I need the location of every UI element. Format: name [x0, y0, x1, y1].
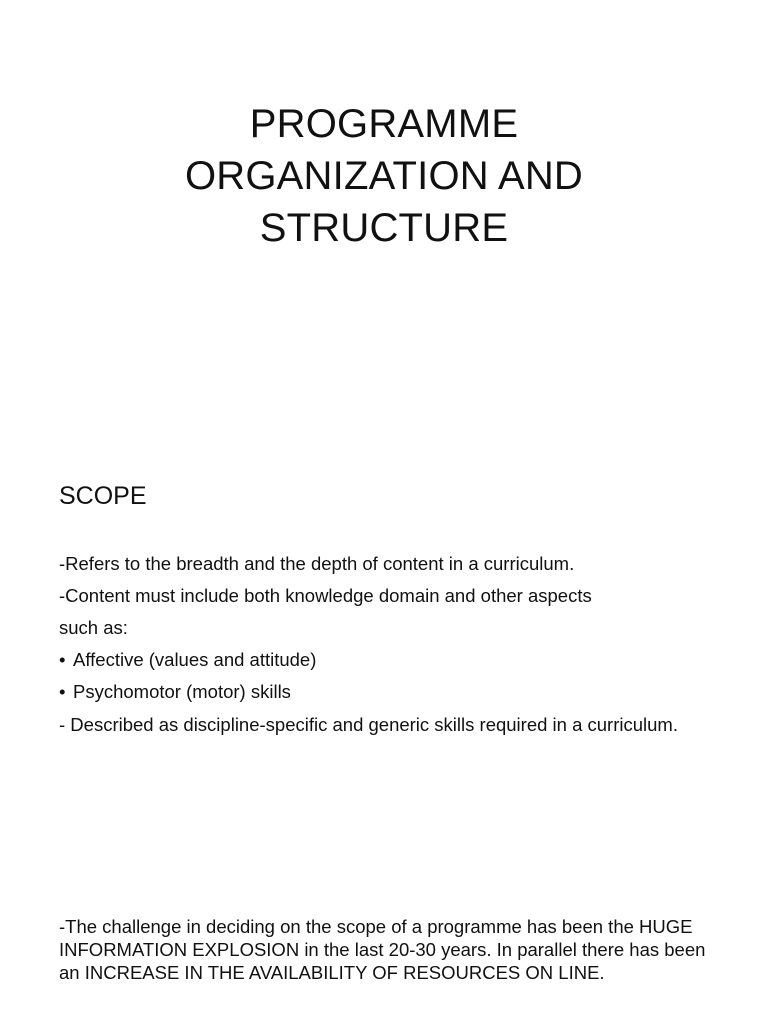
scope-body [59, 548, 709, 736]
scope-definition-line: -Refers to the breadth and the depth of content in a curriculum. [59, 553, 575, 574]
page-title [0, 98, 768, 254]
bullet-item-psychomotor [59, 676, 709, 708]
bullet-text: Psychomotor (motor) skills [73, 681, 291, 702]
bullet-item-affective [59, 644, 709, 676]
title-line-1: PROGRAMME [249, 102, 519, 146]
challenge-paragraph: -The challenge in deciding on the scope of a programme has been the HUGE INFORMATION EXPLOSION in the last 20-30 years. In parallel there has been an INCREASE IN THE AVAILABILITY OF RESOURCES ON LINE. [59, 916, 706, 983]
bullet-icon: • [59, 681, 66, 702]
scope-described-line: - Described as discipline-specific and generic skills required in a curriculum. [59, 714, 678, 735]
bullet-icon: • [59, 649, 66, 670]
scope-such-as-line: such as: [59, 617, 128, 638]
scope-heading: SCOPE [59, 482, 147, 510]
scope-content-line: -Content must include both knowledge domain and other aspects [59, 585, 592, 606]
title-line-2: ORGANIZATION AND [184, 154, 584, 198]
bullet-text: Affective (values and attitude) [73, 649, 317, 670]
title-line-3: STRUCTURE [259, 206, 509, 250]
